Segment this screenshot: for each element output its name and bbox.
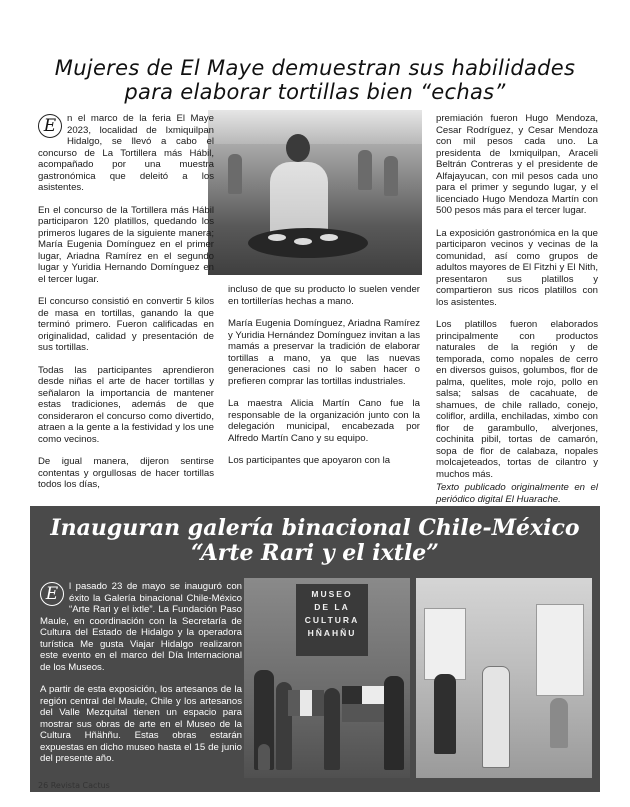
paragraph: A partir de esta exposición, los artesanos de la región central del Maule, Chile y los artesanos del Valle Mezquital tienen un espacio para mostrar sus obras de arte en el Museo de la Cultura Hñähñu. Estas obras estarán expuestas en dicho museo hasta el 15 de junio del presente año.: [40, 684, 242, 764]
gallery-article-text: [40, 581, 242, 776]
paragraph: María Eugenia Domínguez, Ariadna Ramírez y Yuridia Hernández Domínguez invitan a las mamás a preservar la tradición de elaborar tortillas a mano, ya que las nuevas generaciones casi no lo saben hacer o prefieren comprar las tortillas industriales.: [228, 318, 420, 387]
paragraph: En el concurso de la Tortillera más Hábil participaron 120 platillos, quedando los primeros lugares de la siguiente manera; María Eugenia Domínguez en el primer lugar, Ariadna Ramírez en el segundo lugar y Yuridia Hernando Domínguez en el tercer lugar.: [38, 204, 214, 285]
dropcap: E: [40, 582, 64, 606]
tent-canopy: [208, 110, 422, 144]
article-headline: [40, 56, 590, 104]
paragraph: De igual manera, dijeron sentirse contentas y orgullosas de hacer tortillas todos los días,: [38, 456, 214, 490]
paragraph: Todas las participantes aprendieron desde niñas el arte de hacer tortillas y señalaron la importancia de mantener estas tradiciones, además de que consideraron el concurso como divertido, atraen a la gente a la festividad y los une como vecinos.: [38, 364, 214, 445]
paragraph: Los participantes que apoyaron con la: [228, 455, 391, 466]
paragraph: La maestra Alicia Martín Cano fue la responsable de la organización junto con la delegación municipal, encabezada por Alfredo Martín Cano y su equipo.: [228, 398, 420, 444]
paragraph: El concurso consistió en convertir 5 kilos de masa en tortillas, ganando la que terminó primero. Fueron calificadas en originalidad, calidad y presentación de sus tortillas.: [38, 296, 214, 353]
bystander-figure: [228, 154, 242, 194]
paragraph: E l pasado 23 de mayo se inauguró con éxito la Galería binacional Chile-México “Arte Rari y el ixtle”. La Fundación Paso Maule, en coordinación con la Secretaría de Cultura del Estado de Hidalgo y la operadora turística Me gusta Viajar Hidalgo realizaron este evento en el marco del Día Internacional de los Museos.: [40, 581, 242, 673]
page-footer: 26 Revista Cactus: [38, 781, 110, 790]
tortilla-maker-photo: [208, 110, 422, 275]
sculpture-exhibit: [550, 698, 568, 748]
tortilla: [294, 238, 312, 245]
gallery-headline-line-2: “Arte Rari y el ixtle”: [191, 540, 439, 566]
paragraph: E n el marco de la feria El Maye 2023, localidad de Ixmiquilpan Hidalgo, se llevó a cabo el concurso de La Tortillera más Hábil, acompañado por una muestra gastronómica que deleitó a los asistentes.: [38, 113, 214, 193]
paragraph: premiación fueron Hugo Mendoza, Cesar Rodríguez, y Cesar Mendoza con mil pesos cada uno. La presidenta de Ixmiquilpan, Araceli Beltrán Contreras y el presidente de Alfajayucan, con mil pesos cada uno para el primer y segundo lugar, y el licenciado Hugo Mendoza Martín con 500 pesos más para el tercer lugar.: [436, 113, 598, 216]
article-column-1: [38, 113, 214, 502]
paragraph: La exposición gastronómica en la que participaron vecinos y vecinas de la comunidad, así como grupos de adultos mayores de El Fitzhi y El Nith, presentaron sus platillos y compartieron sus ricos platillos con los asistentes.: [436, 227, 598, 308]
woman-head: [286, 134, 310, 162]
gallery-headline-line-1: Inauguran galería binacional Chile-México: [50, 515, 580, 541]
exhibit-panel: [536, 604, 584, 696]
person-figure: [384, 676, 404, 770]
bystander-figure: [358, 150, 372, 190]
museum-group-photo: [244, 578, 410, 778]
speaker-figure: [482, 666, 510, 768]
mexico-flag: [288, 690, 324, 716]
exhibit-panel: [424, 608, 466, 680]
article-column-2: [228, 284, 420, 478]
bystander-figure: [384, 156, 398, 196]
tortilla: [268, 234, 286, 241]
paragraph: incluso de que su producto lo suelen vender en tortillerías hechas a mano.: [228, 284, 420, 307]
paragraph: Los platillos fueron elaborados principalmente con productos naturales de la región y de temporada, como nopales de cerro en diversos guisos, golumbos, flor de palma, quelites, mole rojo, pollo en salsa; salsas de cacahuate, de shamues, de chile rallado, conejo, coliflor, ardilla, enchiladas, ximbo con flor de garambullo, alverjones, cochinita pibil, tortas de camarón, sopa de flor de calabaza, nopales molcajeteados, tortas de cilantro y muchos más.: [436, 319, 598, 480]
headline-line-2: para elaborar tortillas bien “echas”: [124, 80, 506, 104]
tortilla: [320, 234, 338, 241]
museum-sign: MUSEO DE LA CULTURA HÑAHÑU: [296, 584, 368, 656]
source-credit: Texto publicado originalmente en el periódico digital El Huarache.: [436, 482, 598, 505]
person-figure: [324, 688, 340, 770]
gallery-headline: [30, 516, 600, 566]
person-figure: [434, 674, 456, 754]
article-column-3: [436, 113, 598, 516]
dropcap: E: [38, 114, 62, 138]
woman-apron: [270, 162, 328, 238]
child-figure: [258, 744, 270, 770]
headline-line-1: Mujeres de El Maye demuestran sus habilidades: [54, 56, 576, 80]
gallery-interior-photo: [416, 578, 592, 778]
